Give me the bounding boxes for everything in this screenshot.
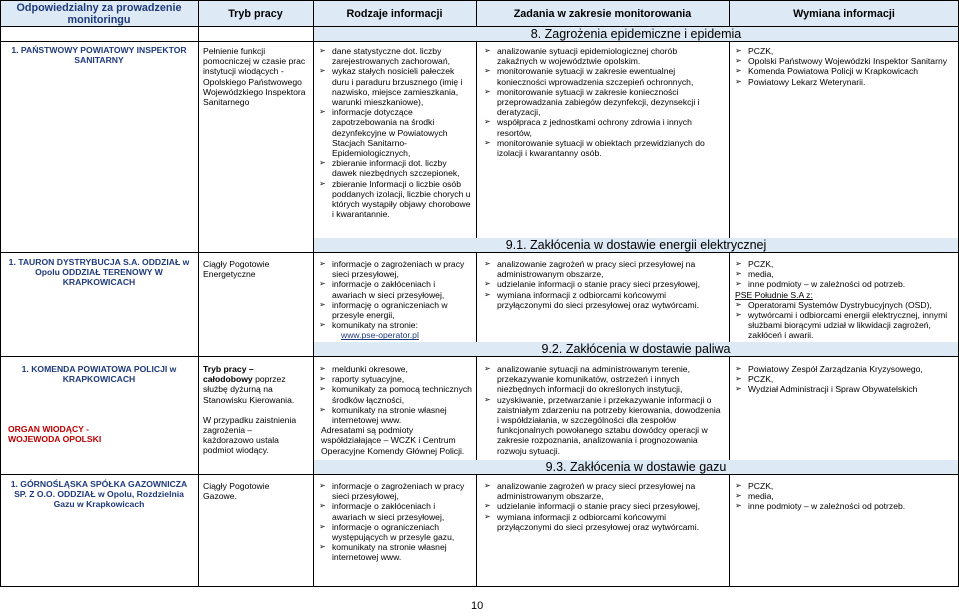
column-divider <box>476 41 477 238</box>
list-item: ➢ zbieranie informacji dot. liczby dawek niezbędnych szczepionek, <box>319 158 471 178</box>
table-border-top <box>0 0 959 1</box>
list-item: ➢ Operatorami Systemów Dystrybucyjnych (OSD), <box>735 300 953 310</box>
divider <box>0 356 959 357</box>
list-item: ➢ inne podmioty – w zależności od potrzeb. <box>735 279 953 289</box>
list-item: ➢ informację o ograniczeniach w przesyle energii, <box>319 300 471 320</box>
info-list-gas <box>319 481 471 563</box>
list-item: ➢ współpraca z jednostkami ochrony zdrowia i innych resortów, <box>484 117 720 137</box>
list-item: ➢ komunikaty na stronie własnej internetowej www. <box>319 542 471 562</box>
responsible-police: 1. KOMENDA POWIATOWA POLICJI w KRAPKOWICACH <box>21 364 177 385</box>
header-tasks: Zadania w zakresie monitorowania <box>476 0 729 27</box>
responsible-tauron: 1. TAURON DYSTRYBUCJA S.A. ODDZIAŁ w Opolu ODDZIAŁ TERENOWY W KRAPKOWICACH <box>8 257 190 288</box>
header-responsible: Odpowiedzialny za prowadzenie monitoringu <box>0 0 198 27</box>
list-item: ➢ Opolski Państwowy Wojewódzki Inspektor Sanitarny <box>735 56 953 66</box>
list-item: ➢ uzyskiwanie, przetwarzanie i przekazywanie informacji o zaistniałym zdarzeniu na potrzeby kierowania, dowodzenia i współdziałania, w szczególności dla zespołów funkcjonalnych powołanego sztabu dowódcy operacji w zakresie rozpoznania, analizowania i prognozowania rozwoju sytuacji. <box>484 395 722 456</box>
list-item: ➢ Komenda Powiatowa Policji w Krapkowicach <box>735 66 953 76</box>
column-divider <box>476 474 477 586</box>
column-divider <box>729 252 730 342</box>
divider <box>0 41 313 42</box>
list-item: ➢ udzielanie informacji o stanie pracy sieci przesyłowej, <box>484 279 720 289</box>
section-title-fuel: 9.2. Zakłócenia w dostawie paliwa <box>313 342 959 356</box>
list-item: ➢ inne podmioty – w zależności od potrzeb. <box>735 501 953 511</box>
pse-sub-label: PSE Południe S.A z: <box>735 289 813 300</box>
tasks-list-gas <box>484 481 720 532</box>
section-title-energy: 9.1. Zakłócenia w dostawie energii elektrycznej <box>313 238 959 252</box>
list-item: ➢ informacje o zakłóceniach i awariach w sieci przesyłowej, <box>319 501 471 521</box>
list-item: ➢ wykaz stałych nosicieli pałeczek duru i paraduru brzusznego (imię i nazwisko, miejsce zamieszkania, warunki mieszkaniowe), <box>319 66 471 107</box>
responsible-gas: 1. GÓRNOŚLĄSKA SPÓŁKA GAZOWNICZA SP. Z O.O. ODDZIAŁ w Opolu, Rozdzielnia Gazu w Krapkowicach <box>10 479 188 510</box>
list-item: ➢ raporty sytuacyjne, <box>319 374 473 384</box>
list-item: ➢ informacje dotyczące zapotrzebowania na środki dezynfekcyjne w Powiatowych Stacjach Sanitarno-Epidemiologicznych, <box>319 107 471 158</box>
column-divider <box>729 41 730 238</box>
column-divider <box>729 474 730 586</box>
info-extra: Adresatami są podmioty współdziałające – WCZK i Centrum Operacyjne Komendy Głównej Policji. <box>321 425 465 456</box>
list-item: ➢ informacje o zagrożeniach w pracy sieci przesyłowej, <box>319 259 471 279</box>
list-item: ➢ analizowanie sytuacji epidemiologicznej chorób zakaźnych w województwie opolskim. <box>484 46 720 66</box>
list-item: ➢ monitorowanie sytuacji w obiektach przewidzianych do izolacji i kwarantanny osób. <box>484 138 720 158</box>
list-item: ➢ zbieranie Informacji o liczbie osób poddanych izolacji, liczbie chorych u których wystąpiły objawy chorobowe i kwarantannie. <box>319 179 471 220</box>
mode-bold: Tryb pracy – całodobowy <box>203 364 254 385</box>
divider <box>0 252 959 253</box>
lead-organ: ORGAN WIODĄCY - WOJEWODA OPOLSKI <box>8 424 102 445</box>
mode-tauron: Ciągły Pogotowie Energetyczne <box>203 259 270 280</box>
list-item: ➢ PCZK, <box>735 374 953 384</box>
list-item: ➢ wytwórcami i odbiorcami energii elektrycznej, innymi służbami biorącymi udział w likwidacji zagrożeń, zakłóceń i awarii. <box>735 310 953 341</box>
list-item: ➢ komunikaty na stronie: <box>319 320 471 330</box>
header-mode: Tryb pracy <box>198 0 313 27</box>
divider <box>0 474 959 475</box>
list-item: ➢ monitorowanie sytuacji w zakresie ewentualnej konieczności wprowadzenia szczepień ochronnych, <box>484 66 720 86</box>
list-item: ➢ analizowanie sytuacji na administrowanym terenie, przekazywanie komunikatów, ostrzeżeń i innych niezbędnych informacji do określonych instytucji, <box>484 364 722 395</box>
tasks-list-police <box>484 364 722 456</box>
list-item: ➢ Powiatowy Zespół Zarządzania Kryzysowego, <box>735 364 953 374</box>
mode-sanepid: Pełnienie funkcji pomocniczej w czasie prac instytucji wiodących - Opolskiego Państwowego Wojewódzkiego Inspektora Sanitarnego <box>203 46 306 108</box>
list-item: ➢ analizowanie zagrożeń w pracy sieci przesyłowej na administrowanym obszarze, <box>484 481 720 501</box>
table-border-bottom <box>0 586 959 587</box>
exchange-list-police <box>735 364 953 395</box>
mode-note: W przypadku zaistnienia zagrożenia – każdorazowo ustala podmiot wiodący. <box>203 414 297 456</box>
list-item: ➢ komunikaty na stronie własnej internetowej www. <box>319 405 473 425</box>
info-block-tauron <box>319 259 471 341</box>
pse-link[interactable]: www.pse-operator.pl <box>341 330 419 341</box>
exchange-list-sanepid <box>735 46 953 87</box>
list-item: ➢ udzielanie informacji o stanie pracy sieci przesyłowej, <box>484 501 720 511</box>
exchange-list-gas <box>735 481 953 512</box>
column-divider <box>729 356 730 460</box>
tasks-list-sanepid <box>484 46 720 158</box>
list-item: ➢ PCZK, <box>735 481 953 491</box>
column-divider <box>476 356 477 460</box>
list-item: ➢ Wydział Administracji i Spraw Obywatelskich <box>735 384 953 394</box>
section-title-gas: 9.3. Zakłócenia w dostawie gazu <box>313 460 959 474</box>
list-item: ➢ komunikaty za pomocą technicznych środków łączności, <box>319 384 473 404</box>
mode-gas: Ciągły Pogotowie Gazowe. <box>203 481 270 502</box>
info-list-sanepid <box>319 46 471 219</box>
column-divider <box>198 0 199 587</box>
list-item: ➢ wymiana informacji z odbiorcami końcowymi przyłączonymi do sieci przesyłowej oraz wytwórcami. <box>484 512 720 532</box>
list-item: ➢ Powiatowy Lekarz Weterynarii. <box>735 77 953 87</box>
divider <box>313 41 959 42</box>
list-item: ➢ PCZK, <box>735 46 953 56</box>
column-divider <box>0 0 1 587</box>
column-divider <box>476 252 477 342</box>
list-item: ➢ monitorowanie sytuacji w zakresie konieczności przeprowadzania zabiegów dezynfekcji, dezynsekcji i deratyzacji, <box>484 87 720 118</box>
list-item: ➢ wymiana informacji z odbiorcami końcowymi przyłączonymi do sieci przesyłowej oraz wytwórcami. <box>484 290 720 310</box>
list-item: ➢ media, <box>735 269 953 279</box>
list-item: ➢ informacje o zagrożeniach w pracy sieci przesyłowej, <box>319 481 471 501</box>
list-item: ➢ PCZK, <box>735 259 953 269</box>
section-title-epidemic: 8. Zagrożenia epidemiczne i epidemia <box>313 27 959 41</box>
header-info-type: Rodzaje informacji <box>313 0 476 27</box>
mode-rest: poprzez służbę dyżurną na Stanowisku Kierowania. <box>203 374 295 405</box>
column-divider <box>729 0 730 27</box>
list-item: ➢ informacje o zakłóceniach i awariach w sieci przesyłowej, <box>319 279 471 299</box>
list-item: ➢ informacje o ograniczeniach występujących w przesyle gazu, <box>319 522 471 542</box>
list-item: ➢ meldunki okresowe, <box>319 364 473 374</box>
mode-police <box>203 364 303 456</box>
header-exchange: Wymiana informacji <box>729 0 959 27</box>
responsible-sanepid: 1. PAŃSTWOWY POWIATOWY INSPEKTOR SANITARNY <box>11 45 187 66</box>
list-item: ➢ dane statystyczne dot. liczby zarejestrowanych zachorowań, <box>319 46 471 66</box>
column-divider <box>313 0 314 587</box>
info-block-police <box>319 364 473 456</box>
tasks-list-tauron <box>484 259 720 310</box>
exchange-block-tauron <box>735 259 953 341</box>
list-item: ➢ media, <box>735 491 953 501</box>
column-divider <box>476 0 477 27</box>
list-item: ➢ analizowanie zagrożeń w pracy sieci przesyłowej na administrowanym obszarze, <box>484 259 720 279</box>
page-number: 10 <box>471 600 484 612</box>
